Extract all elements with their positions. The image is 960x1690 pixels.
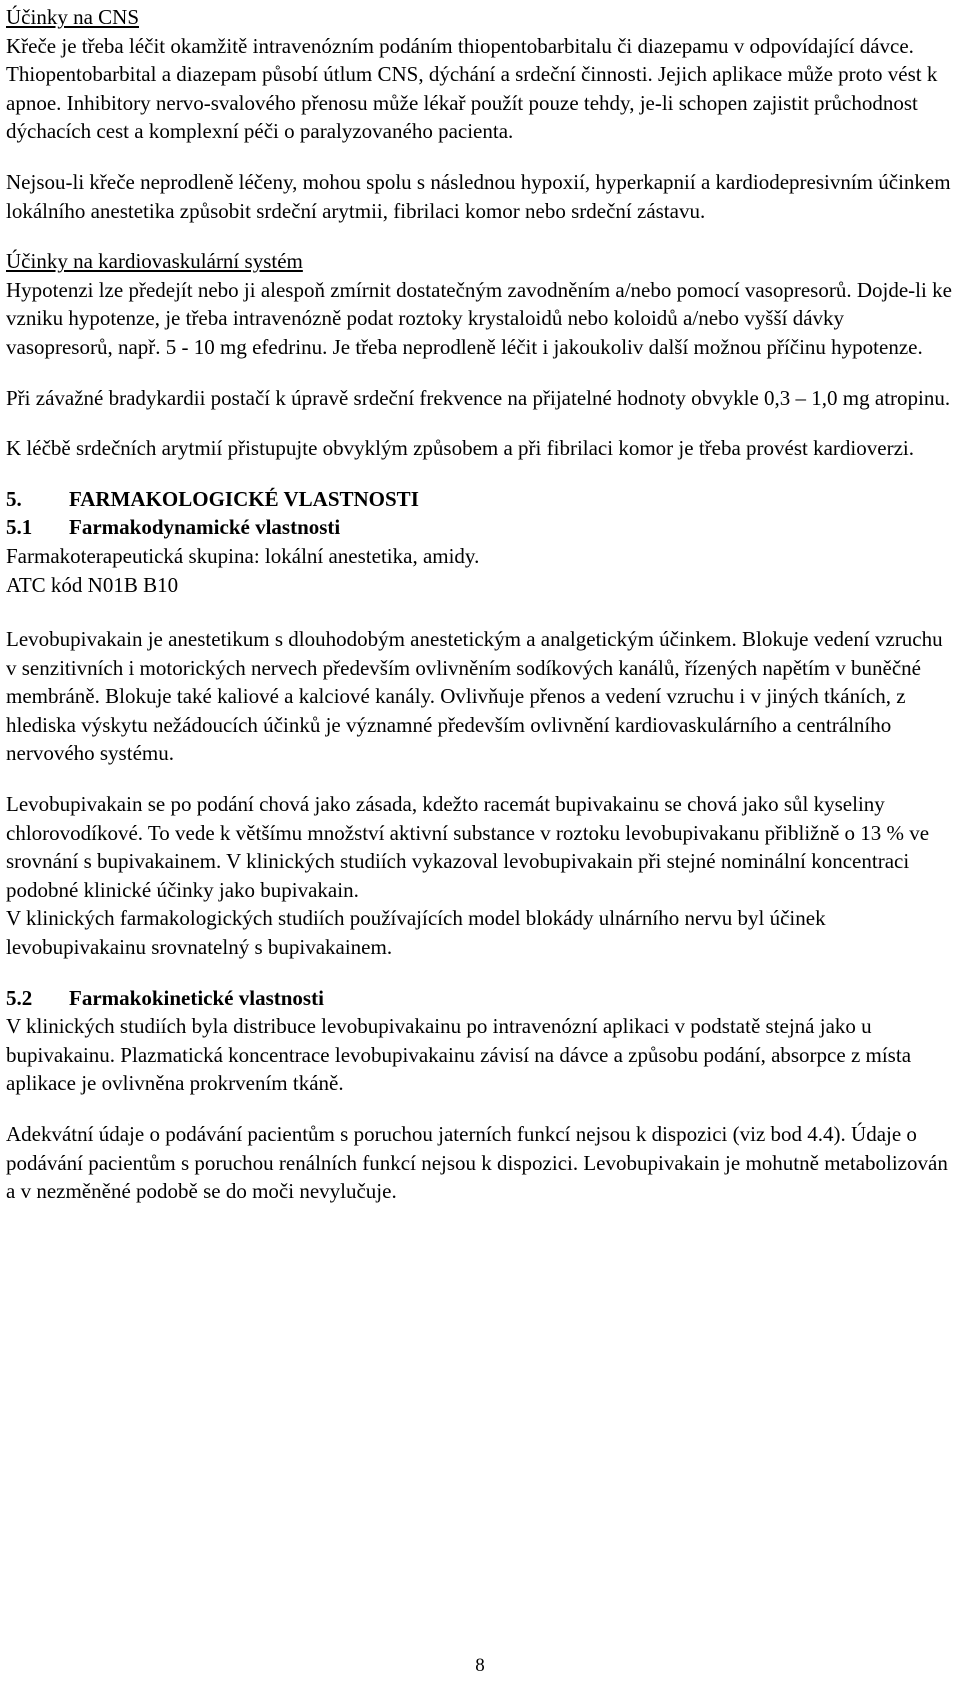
spacer: [6, 225, 954, 247]
pharmacotherapeutic-group: Farmakoterapeutická skupina: lokální anestetika, amidy.: [6, 543, 480, 568]
cns-effects-heading: Účinky na CNS: [6, 5, 139, 29]
cardiovascular-effects-paragraph-2: Při závažné bradykardii postačí k úpravě srdeční frekvence na přijatelné hodnoty obvykle 0,3 – 1,0 mg atropinu.: [6, 385, 951, 410]
page-number: 8: [475, 1655, 485, 1676]
atc-code: ATC kód N01B B10: [6, 572, 179, 597]
spacer: [6, 1098, 954, 1120]
pharmacokinetics-paragraph-1: V klinických studiích byla distribuce levobupivakainu po intravenózní aplikaci v podstatě stejná jako u bupivakainu. Plazmatická koncentrace levobupivakainu závisí na dávce a způsobu podání, absorpce z místa aplikace je ovlivněna prokrvením tkáně.: [6, 1014, 912, 1096]
section-5-1-heading: [6, 513, 954, 542]
cardiovascular-effects-heading: Účinky na kardiovaskulární systém: [6, 249, 303, 274]
cardiovascular-effects-paragraph-1: Hypotenzi lze předejít nebo ji alespoň zmírnit dostatečným zavodněním a/nebo pomocí vasopresorů. Dojde-li ke vzniku hypotenze, je třeba intravenózně podat roztoky krystaloidů nebo koloidů a/nebo vyšší dávky vasopresorů, např. 5 - 10 mg efedrinu. Je třeba neprodleně léčit i jakoukoliv další možnou příčinu hypotenze.: [6, 277, 952, 359]
pharmacodynamics-paragraph-1: Levobupivakain je anestetikum s dlouhodobým anestetickým a analgetickým účinkem. Blokuje vedení vzruchu v senzitivních i motorických nervech především ovlivněním sodíkových kanálů, řízených napětím v buněčné membráně. Blokuje také kaliové a kalciové kanály. Ovlivňuje přenos a vedení vzruchu i v jiných tkáních, z hlediska výskytu nežádoucích účinků je významné především ovlivnění kardiovaskulárního a centrálního nervového systému.: [6, 627, 943, 766]
cns-effects-paragraph-1: Křeče je třeba léčit okamžitě intravenózním podáním thiopentobarbitalu či diazepamu v odpovídající dávce. Thiopentobarbital a diazepam působí útlum CNS, dýchání a srdeční činnosti. Jejich aplikace může proto vést k apnoe. Inhibitory nervo-svalového přenosu může lékař použít pouze tehdy, je-li schopen zajistit průchodnost dýchacích cest a komplexní péči o paralyzovaného pacienta.: [6, 33, 938, 144]
pharmacodynamics-paragraph-3: V klinických farmakologických studiích používajících model blokády ulnárního nervu byl účinek levobupivakainu srovnatelný s bupivakainem.: [6, 906, 826, 960]
section-5-2-number: 5.2: [6, 985, 33, 1010]
spacer: [6, 768, 954, 790]
spacer: [6, 599, 954, 625]
pharmacokinetics-paragraph-2: Adekvátní údaje o podávání pacientům s poruchou jaterních funkcí nejsou k dispozici (viz bod 4.4). Údaje o podávání pacientům s poruchou renálních funkcí nejsou k dispozici. Levobupivakain je mohutně metabolizován a v nezměněné podobě se do moči nevylučuje.: [6, 1122, 948, 1204]
document-content: [6, 3, 954, 1206]
spacer: [6, 463, 954, 485]
section-5-2-heading: [6, 984, 954, 1013]
cns-effects-paragraph-2: Nejsou-li křeče neprodleně léčeny, mohou spolu s následnou hypoxií, hyperkapnií a kardiodepresivním účinkem lokálního anestetika způsobit srdeční arytmii, fibrilaci komor nebo srdeční zástavu.: [6, 169, 951, 223]
section-5-title: FARMAKOLOGICKÉ VLASTNOSTI: [69, 486, 419, 511]
spacer: [6, 412, 954, 434]
section-5-1-title: Farmakodynamické vlastnosti: [69, 515, 341, 540]
pharmacodynamics-paragraph-2: Levobupivakain se po podání chová jako zásada, kdežto racemát bupivakainu se chová jako sůl kyseliny chlorovodíkové. To vede k většímu množství aktivní substance v roztoku levobupivakanu přibližně o 13 % ve srovnání s bupivakainem. V klinických studiích vykazoval levobupivakain při stejné nominální koncentraci podobné klinické účinky jako bupivakain.: [6, 792, 930, 902]
spacer: [6, 362, 954, 384]
section-5-heading: [6, 485, 954, 514]
section-5-2-title: Farmakokinetické vlastnosti: [69, 985, 324, 1010]
section-5-1-number: 5.1: [6, 515, 33, 540]
cardiovascular-effects-paragraph-3: K léčbě srdečních arytmií přistupujte obvyklým způsobem a při fibrilaci komor je třeba provést kardioverzi.: [6, 436, 914, 461]
section-5-number: 5.: [6, 486, 22, 511]
spacer: [6, 146, 954, 168]
spacer: [6, 962, 954, 984]
